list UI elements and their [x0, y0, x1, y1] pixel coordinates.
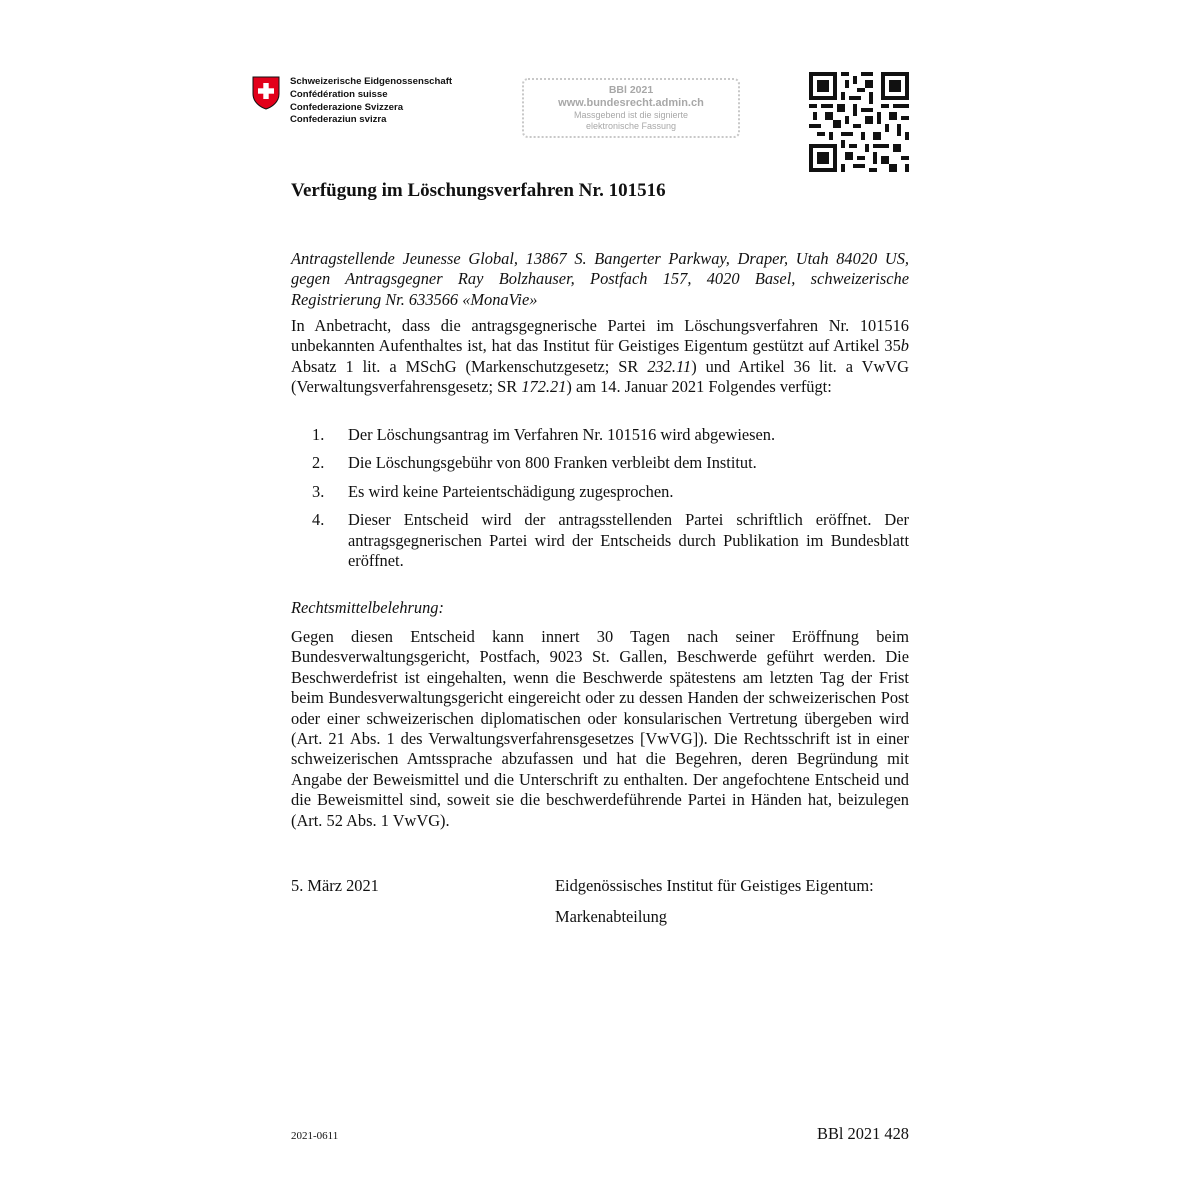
signature-department: Markenabteilung: [555, 907, 667, 926]
intro-text-1: In Anbetracht, dass die antragsgegnerische Partei im Löschungsverfahren Nr. 101516 unbekannten Aufenthaltes ist, hat das Institut für Geistiges Eigentum gestützt auf Artikel 35: [291, 316, 909, 356]
signature-block: [555, 876, 874, 927]
stamp-line-1: BBl 2021: [608, 84, 654, 96]
confederation-rm: Confederaziun svizra: [290, 114, 387, 126]
intro-italic-3: 172.21: [521, 377, 567, 397]
list-item-text: Der Löschungsantrag im Verfahren Nr. 101516 wird abgewiesen.: [348, 425, 776, 444]
signature-date: 5. März 2021: [291, 876, 379, 895]
remedy-paragraph: Gegen diesen Entscheid kann innert 30 Tagen nach seiner Eröffnung beim Bundesverwaltungsgericht, Postfach, 9023 St. Gallen, Beschwerde geführt werden. Die Beschwerdefrist ist eingehalten, wenn die Beschwerde spätestens am letzten Tag der Frist beim Bundesverwaltungsgericht eingereicht oder zu dessen Handen der schweizerischen Post oder einer schweizerischen diplomatischen oder konsularischen Vertretung übergeben wird (Art. 21 Abs. 1 des Verwaltungsverfahrensgesetzes [VwVG]). Die Rechtsschrift ist in einer schweizerischen Amtssprache abzufassen und hat die Begehren, deren Begründung mit Angabe der Beweismittel und die Unterschrift zu enthalten. Der angefochtene Entscheid und die Beweismittel sind, soweit sie die beschwerdeführende Partei in Händen hat, beizulegen (Art. 52 Abs. 1 VwVG).: [291, 627, 909, 830]
list-item: [291, 453, 909, 473]
intro-text-2: Absatz 1 lit. a MSchG (Markenschutzgesetz; SR: [291, 356, 648, 376]
swiss-shield-icon: [252, 76, 280, 110]
footer-doc-number: 2021-0611: [291, 1130, 339, 1142]
confederation-it: Confederazione Svizzera: [290, 101, 404, 113]
decision-list: [291, 425, 909, 579]
list-item-text: Es wird keine Parteientschädigung zugesprochen.: [348, 481, 674, 501]
intro-text-4: ) am 14. Januar 2021 Folgendes verfügt:: [566, 377, 832, 397]
stamp-line-2: www.bundesrecht.admin.ch: [558, 97, 704, 109]
intro-paragraph: [291, 316, 909, 398]
intro-italic-1: b: [900, 336, 909, 356]
list-item-text: Dieser Entscheid wird der antragsstellenden Partei schriftlich eröffnet. Der antragsgegnerischen Partei wird der Entscheids durch Publikation im Bundesblatt eröffnet.: [348, 510, 909, 571]
confederation-de: Schweizerische Eidgenossenschaft: [290, 76, 453, 87]
intro-text-3: ) und Artikel 36 lit. a VwVG (Verwaltungsverfahrensgesetz; SR: [291, 356, 909, 397]
qr-code-icon: [809, 72, 909, 172]
federal-logo: [252, 76, 452, 127]
list-item-number: 4.: [312, 510, 325, 530]
confederation-names: [290, 76, 452, 127]
list-item: [291, 510, 909, 571]
footer-reference: BBl 2021 428: [817, 1124, 909, 1143]
stamp-line-4: elektronische Fassung: [585, 121, 677, 131]
stamp-line-3: Massgebend ist die signierte: [573, 110, 689, 120]
parties-paragraph: Antragstellende Jeunesse Global, 13867 S. Bangerter Parkway, Draper, Utah 84020 US, gegen Antragsgegner Ray Bolzhauser, Postfach 157, 4020 Basel, schweizerische Registrierung Nr. 633566 «MonaVie»: [291, 249, 909, 309]
list-item-text: Die Löschungsgebühr von 800 Franken verbleibt dem Institut.: [348, 453, 757, 473]
remedy-heading: Rechtsmittelbelehrung:: [291, 598, 444, 617]
intro-italic-2: 232.11: [647, 356, 692, 376]
list-item-number: 1.: [312, 425, 325, 444]
confederation-fr: Confédération suisse: [290, 88, 388, 100]
list-item: [291, 482, 909, 502]
list-item-number: 3.: [312, 481, 325, 501]
list-item-number: 2.: [312, 453, 325, 473]
document-title: Verfügung im Löschungsverfahren Nr. 101516: [291, 180, 666, 201]
signature-institute: Eidgenössisches Institut für Geistiges Eigentum:: [555, 876, 874, 895]
publication-stamp: [522, 78, 740, 138]
list-item: [291, 425, 909, 445]
